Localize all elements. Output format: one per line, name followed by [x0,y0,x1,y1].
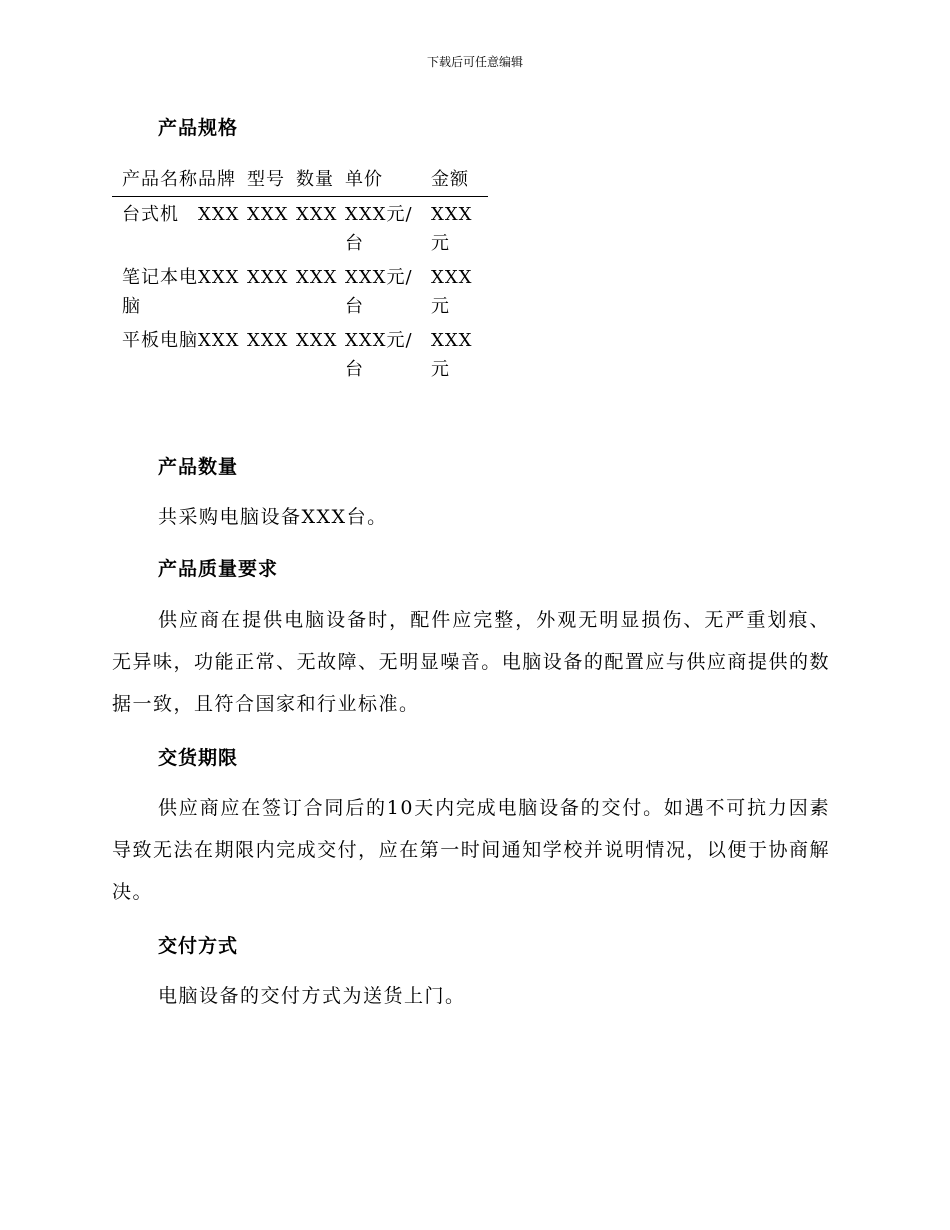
table-row [112,197,488,261]
heading-product-quantity: 产品数量 [158,456,239,478]
table-header-cell: 单价 [345,169,383,190]
heading-delivery-method: 交付方式 [158,935,239,957]
heading-product-spec: 产品规格 [158,117,239,139]
paragraph-product-quantity: 共采购电脑设备XXX台。 [158,506,388,528]
table-cell: XXX元 [431,330,473,380]
table-cell: XXX [247,204,289,225]
table-cell: XXX [247,330,289,351]
table-cell: XXX元/台 [345,267,413,317]
table-cell: XXX元/台 [345,330,413,380]
table-cell: XXX [296,330,338,351]
table-row [112,323,488,386]
table-cell: XXX [198,267,240,288]
table-header-cell: 产品名称 [122,169,198,190]
paragraph-delivery-period: 供应商应在签订合同后的10天内完成电脑设备的交付。如遇不可抗力因素导致无法在期限内完成交付，应在第一时间通知学校并说明情况，以便于协商解决。 [112,797,830,903]
table-header-cell: 品牌 [198,169,236,190]
table-cell: XXX元/台 [345,204,413,254]
table-cell: XXX [296,204,338,225]
paragraph-quality-requirements: 供应商在提供电脑设备时，配件应完整，外观无明显损伤、无严重划痕、无异味，功能正常、无故障、无明显噪音。电脑设备的配置应与供应商提供的数据一致，且符合国家和行业标准。 [112,609,830,715]
table-cell: XXX [247,267,289,288]
table-header-cell: 金额 [431,169,469,190]
table-cell: XXX元 [431,204,473,254]
table-cell: XXX元 [431,267,473,317]
table-header-row [112,165,488,197]
table-cell: 平板电脑 [122,330,198,351]
table-cell: XXX [296,267,338,288]
table-cell: XXX [198,330,240,351]
table-cell: XXX [198,204,240,225]
spec-table [112,165,488,386]
paragraph-delivery-method: 电脑设备的交付方式为送货上门。 [158,985,466,1007]
heading-delivery-period: 交货期限 [158,747,239,769]
table-cell: 台式机 [122,204,179,225]
heading-quality-requirements: 产品质量要求 [158,558,279,580]
table-row [112,260,488,323]
table-header-cell: 数量 [296,169,334,190]
page-header: 下载后可任意编辑 [426,55,523,69]
table-cell: 笔记本电脑 [122,267,198,317]
table-header-cell: 型号 [247,169,285,190]
